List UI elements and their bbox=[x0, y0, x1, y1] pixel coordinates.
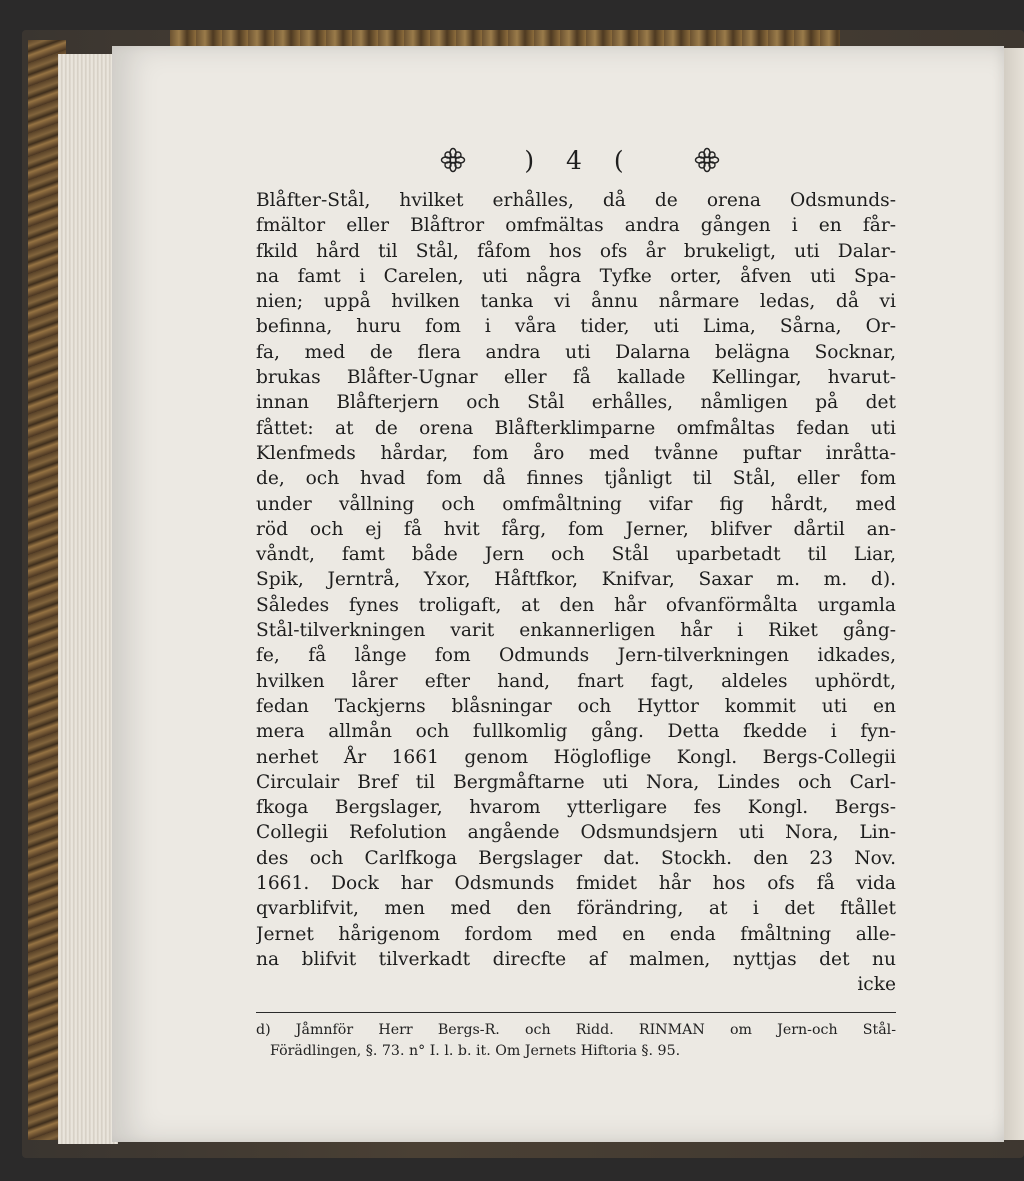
text-line: des och Carlfkoga Bergslager dat. Stockh. den 23 Nov. bbox=[256, 847, 896, 869]
text-line: Således fynes troligaft, at den hår ofvanförmålta urgamla bbox=[256, 594, 896, 616]
footnote-line: d) Jåmnför Herr Bergs-R. och Ridd. RINMAN om Jern-och Stål- bbox=[256, 1022, 896, 1038]
catchword: icke bbox=[857, 974, 896, 996]
body-text bbox=[256, 188, 896, 998]
page-header bbox=[440, 140, 720, 180]
footnote bbox=[256, 1020, 896, 1062]
text-line: fmältor eller Blåftror omfmältas andra gången i en får- bbox=[256, 215, 896, 237]
text-line: qvarblifvit, men med den förändring, at i det ftållet bbox=[256, 898, 896, 920]
text-line: Blåfter-Stål, hvilket erhålles, då de orena Odsmunds- bbox=[256, 190, 896, 211]
text-line: röd och ej få hvit fårg, fom Jerner, blifver dårtil an- bbox=[256, 518, 896, 540]
text-line: 1661. Dock har Odsmunds fmidet hår hos ofs få vida bbox=[256, 873, 896, 895]
text-line: de, och hvad fom då finnes tjånligt til Stål, eller fom bbox=[256, 468, 896, 490]
text-line: nien; uppå hvilken tanka vi ånnu nårmare ledas, då vi bbox=[256, 291, 896, 313]
text-line: fa, med de flera andra uti Dalarna belägna Socknar, bbox=[256, 341, 896, 363]
text-line: nerhet År 1661 genom Högloflige Kongl. Bergs-Collegii bbox=[256, 746, 896, 768]
text-line: na blifvit tilverkadt direcfte af malmen, nyttjas det nu bbox=[256, 948, 896, 970]
text-line: Spik, Jerntrå, Yxor, Håftfkor, Knifvar, Saxar m. m. d). bbox=[256, 569, 896, 591]
page-number: ) 4 ( bbox=[524, 145, 636, 175]
text-line: befinna, huru fom i våra tider, uti Lima, Sårna, Or- bbox=[256, 316, 896, 338]
text-line: fåttet: at de orena Blåfterklimparne omfmåltas fedan uti bbox=[256, 417, 896, 439]
text-line: Klenfmeds hårdar, fom åro med tvånne puftar inråtta- bbox=[256, 442, 896, 464]
text-line: fkoga Bergslager, hvarom ytterligare fes Kongl. Bergs- bbox=[256, 797, 896, 819]
text-line: hvilken lårer efter hand, fnart fagt, aldeles uphördt, bbox=[256, 670, 896, 692]
text-line: na famt i Carelen, uti några Tyfke orter, åfven uti Spa- bbox=[256, 265, 896, 287]
text-line: Jernet hårigenom fordom med en enda fmåltning alle- bbox=[256, 923, 896, 945]
footnote-line: Förädlingen, §. 73. n° I. l. b. it. Om Jernets Hiftoria §. 95. bbox=[270, 1043, 681, 1059]
footnote-rule bbox=[256, 1012, 896, 1013]
text-line: innan Blåfterjern och Stål erhålles, nåmligen på det bbox=[256, 392, 896, 414]
text-line: våndt, famt både Jern och Stål uparbetadt til Liar, bbox=[256, 544, 896, 566]
text-line: brukas Blåfter-Ugnar eller få kallade Kellingar, hvarut- bbox=[256, 367, 896, 389]
text-line: mera allmån och fullkomlig gång. Detta fkedde i fyn- bbox=[256, 721, 896, 743]
flower-ornament-icon bbox=[440, 147, 466, 173]
page-stack bbox=[58, 54, 118, 1144]
text-line: Collegii Refolution angående Odsmundsjern uti Nora, Lin- bbox=[256, 822, 896, 844]
text-line: fe, få långe fom Odmunds Jern-tilverkningen idkades, bbox=[256, 645, 896, 667]
text-line: Stål-tilverkningen varit enkannerligen hår i Riket gång- bbox=[256, 620, 896, 642]
text-line: fedan Tackjerns blåsningar och Hyttor kommit uti en bbox=[256, 695, 896, 717]
marbled-edge-top bbox=[170, 30, 840, 46]
text-line: fkild hård til Stål, fåfom hos ofs år brukeligt, uti Dalar- bbox=[256, 240, 896, 262]
text-line: Circulair Bref til Bergmåftarne uti Nora, Lindes och Carl- bbox=[256, 771, 896, 793]
text-line: under vållning och omfmåltning vifar fig hårdt, med bbox=[256, 493, 896, 515]
flower-ornament-icon bbox=[694, 147, 720, 173]
